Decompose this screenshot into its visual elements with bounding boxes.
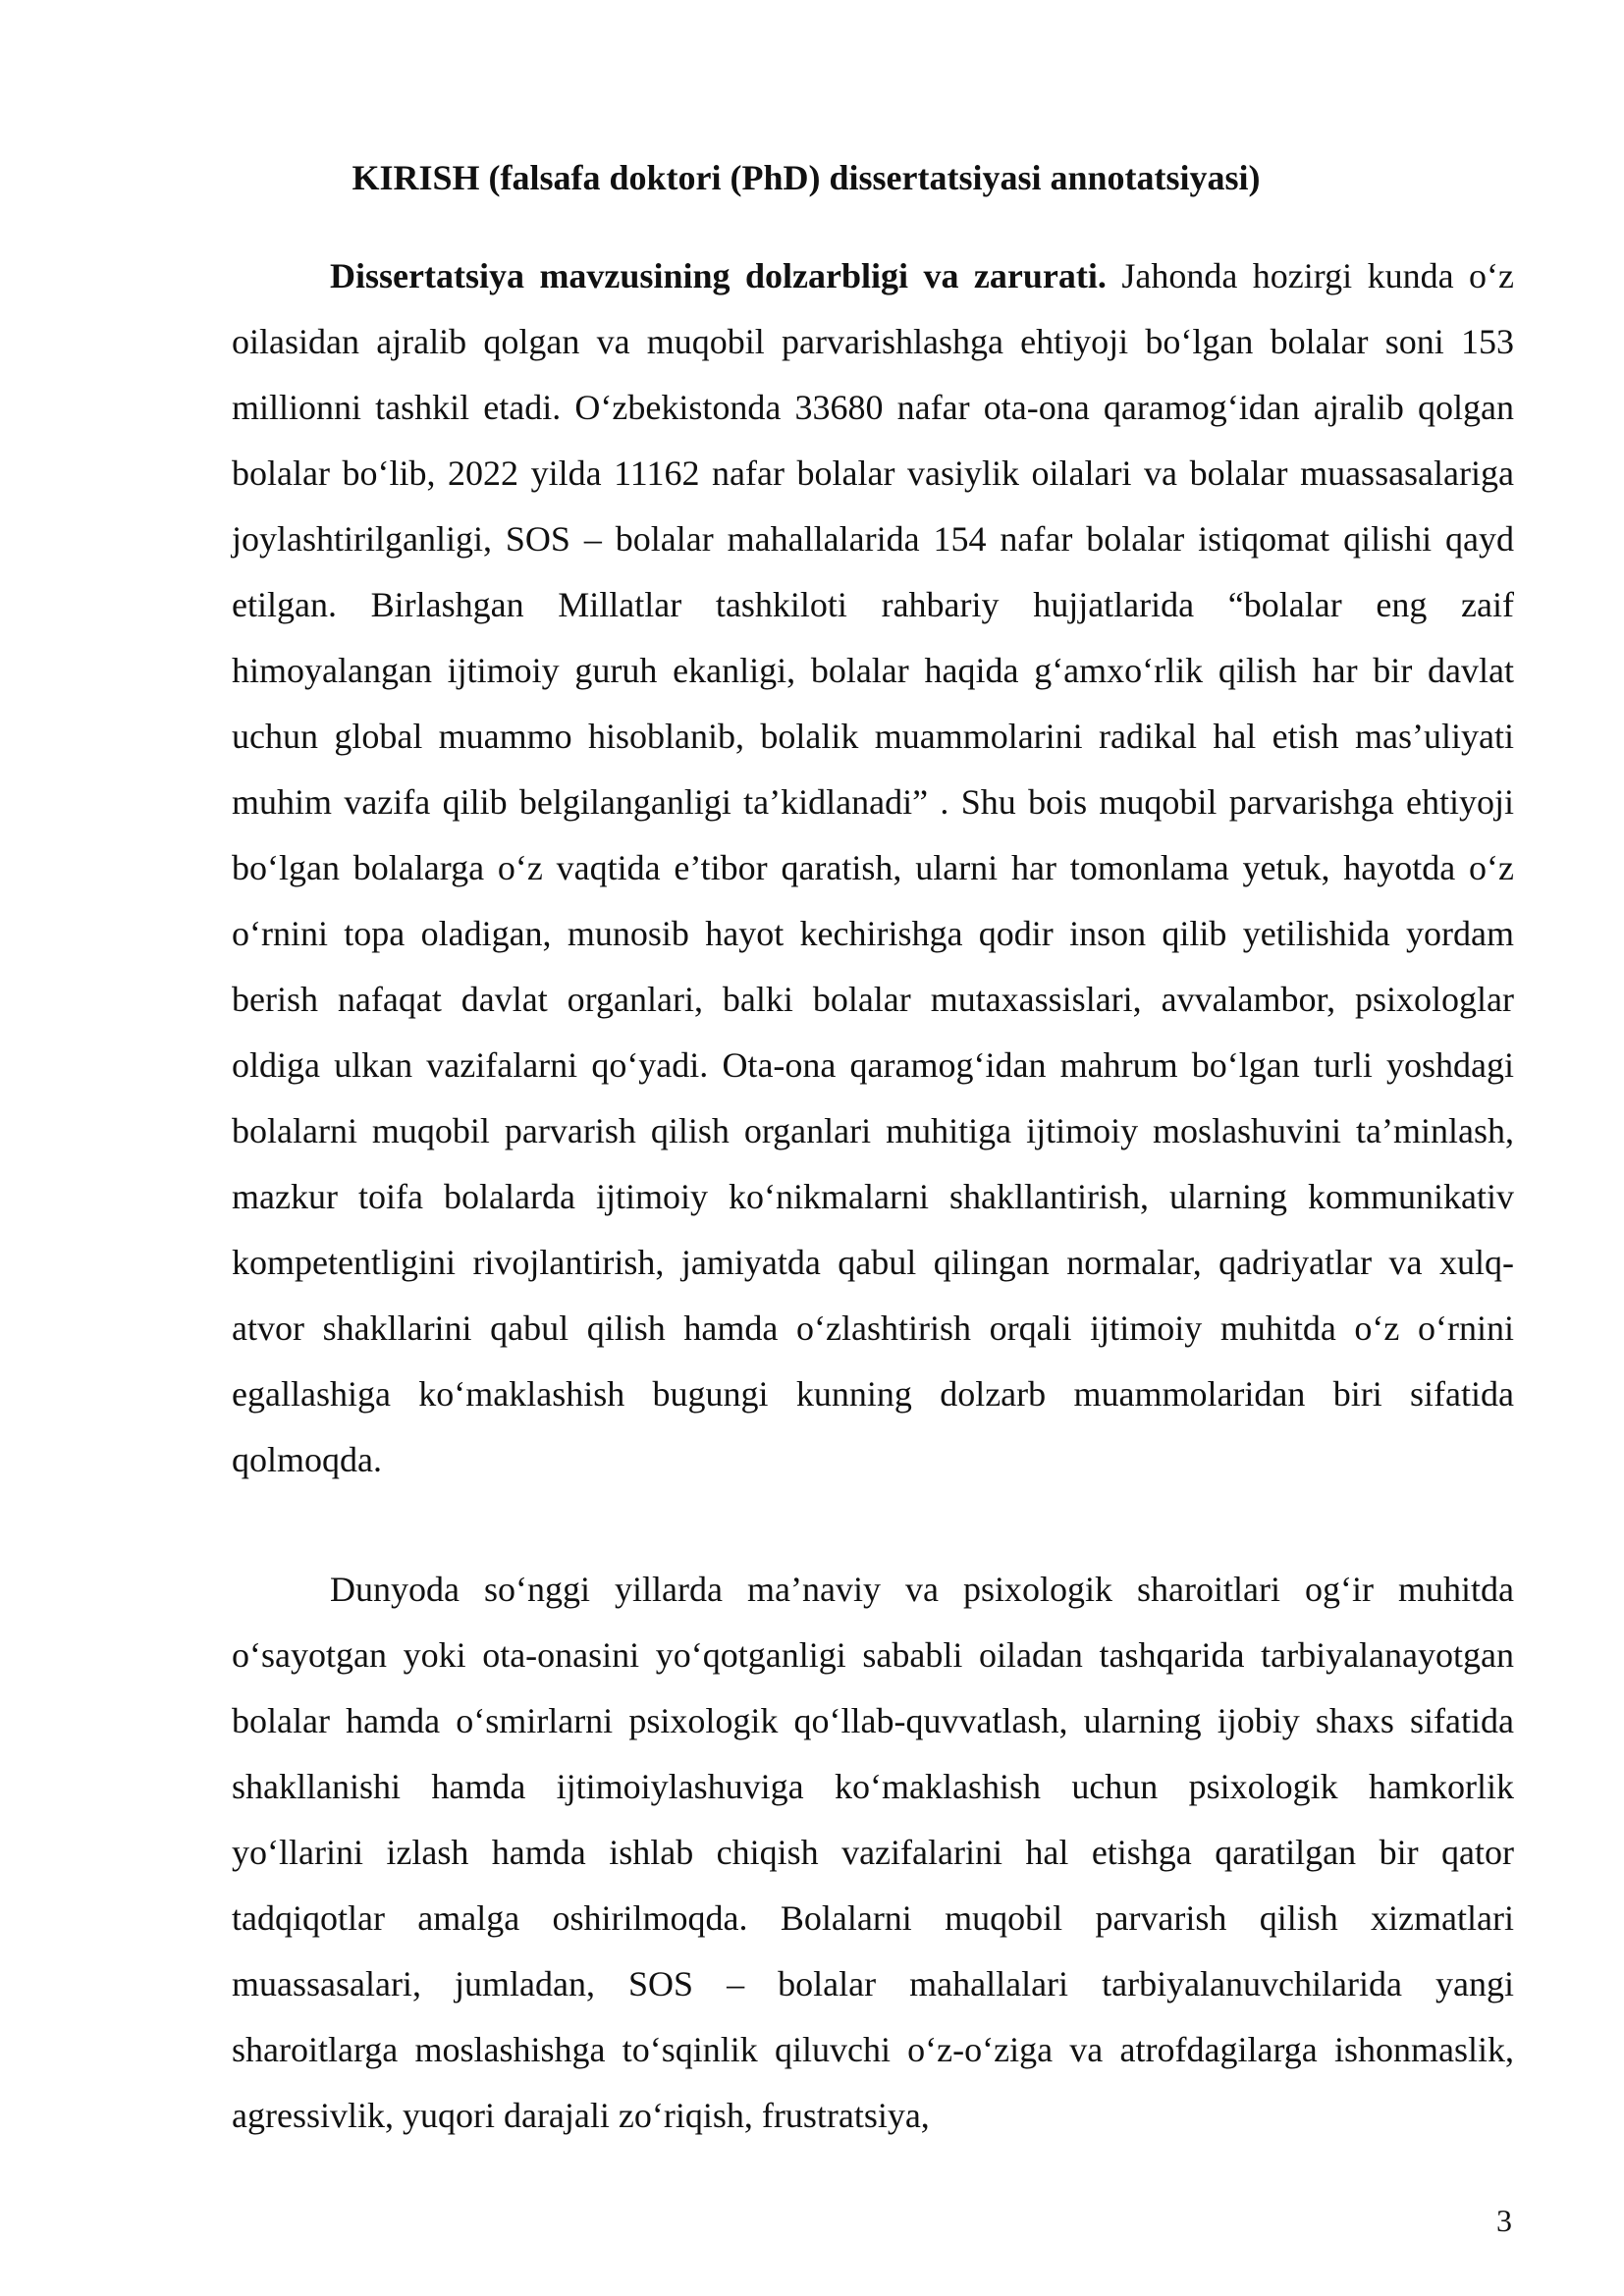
page-number: 3 [1496, 2203, 1512, 2238]
paragraph-research-context [232, 1557, 1514, 2149]
paragraph-relevance [232, 243, 1514, 1493]
paragraph-text: Jahonda hozirgi kunda o‘z oilasidan ajralib qolgan va muqobil parvarishlashga ehtiyoji bo‘lgan bolalar soni 153 millionni tashkil etadi. O‘zbekistonda 33680 nafar ota-ona qaramog‘idan ajralib qolgan bolalar bo‘lib, 2022 yilda 11162 nafar bolalar vasiylik oilalari va bolalar muassasalariga joylashtirilganligi, SOS – bolalar mahallalarida 154 nafar bolalar istiqomat qilishi qayd etilgan. Birlashgan Millatlar tashkiloti rahbariy hujjatlarida “bolalar eng zaif himoyalangan ijtimoiy guruh ekanligi, bolalar haqida g‘amxo‘rlik qilish har bir davlat uchun global muammo hisoblanib, bolalik muammolarini radikal hal etish mas’uliyati muhim vazifa qilib belgilanganligi ta’kidlanadi” . Shu bois muqobil parvarishga ehtiyoji bo‘lgan bolalarga o‘z vaqtida e’tibor qaratish, ularni har tomonlama yetuk, hayotda o‘z o‘rnini topa oladigan, munosib hayot kechirishga qodir inson qilib yetilishida yordam berish nafaqat davlat organlari, balki bolalar mutaxassislari, avvalambor, psixologlar oldiga ulkan vazifalarni qo‘yadi. Ota-ona qaramog‘idan mahrum bo‘lgan turli yoshdagi bolalarni muqobil parvarish qilish organlari muhitiga ijtimoiy moslashuvini ta’minlash, mazkur toifa bolalarda ijtimoiy ko‘nikmalarni shakllantirish, ularning kommunikativ kompetentligini rivojlantirish, jamiyatda qabul qilingan normalar, qadriyatlar va xulq-atvor shakllarini qabul qilish hamda o‘zlashtirish orqali ijtimoiy muhitda o‘z o‘rnini egallashiga ko‘maklashish bugungi kunning dolzarb muammolaridan biri sifatida qolmoqda. [232, 256, 1515, 1479]
page-title: KIRISH (falsafa doktori (PhD) dissertatsiyasi annotatsiyasi) [352, 158, 1261, 197]
section-lead-heading: Dissertatsiya mavzusining dolzarbligi va zarurati. [330, 256, 1107, 295]
paragraph-text: Dunyoda so‘nggi yillarda ma’naviy va psixologik sharoitlari og‘ir muhitda o‘sayotgan yoki ota-onasini yo‘qotganligi sababli oiladan tashqarida tarbiyalanayotgan bolalar hamda o‘smirlarni psixologik qo‘llab-quvvatlash, ularning ijobiy shaxs sifatida shakllanishi hamda ijtimoiylashuviga ko‘maklashish uchun psixologik hamkorlik yo‘llarini izlash hamda ishlab chiqish vazifalarini hal etishga qaratilgan bir qator tadqiqotlar amalga oshirilmoqda. Bolalarni muqobil parvarish qilish xizmatlari muassasalari, jumladan, SOS – bolalar mahallalari tarbiyalanuvchilarida yangi sharoitlarga moslashishga to‘sqinlik qiluvchi o‘z-o‘ziga va atrofdagilarga ishonmaslik, agressivlik, yuqori darajali zo‘riqish, frustratsiya, [232, 1570, 1514, 2135]
